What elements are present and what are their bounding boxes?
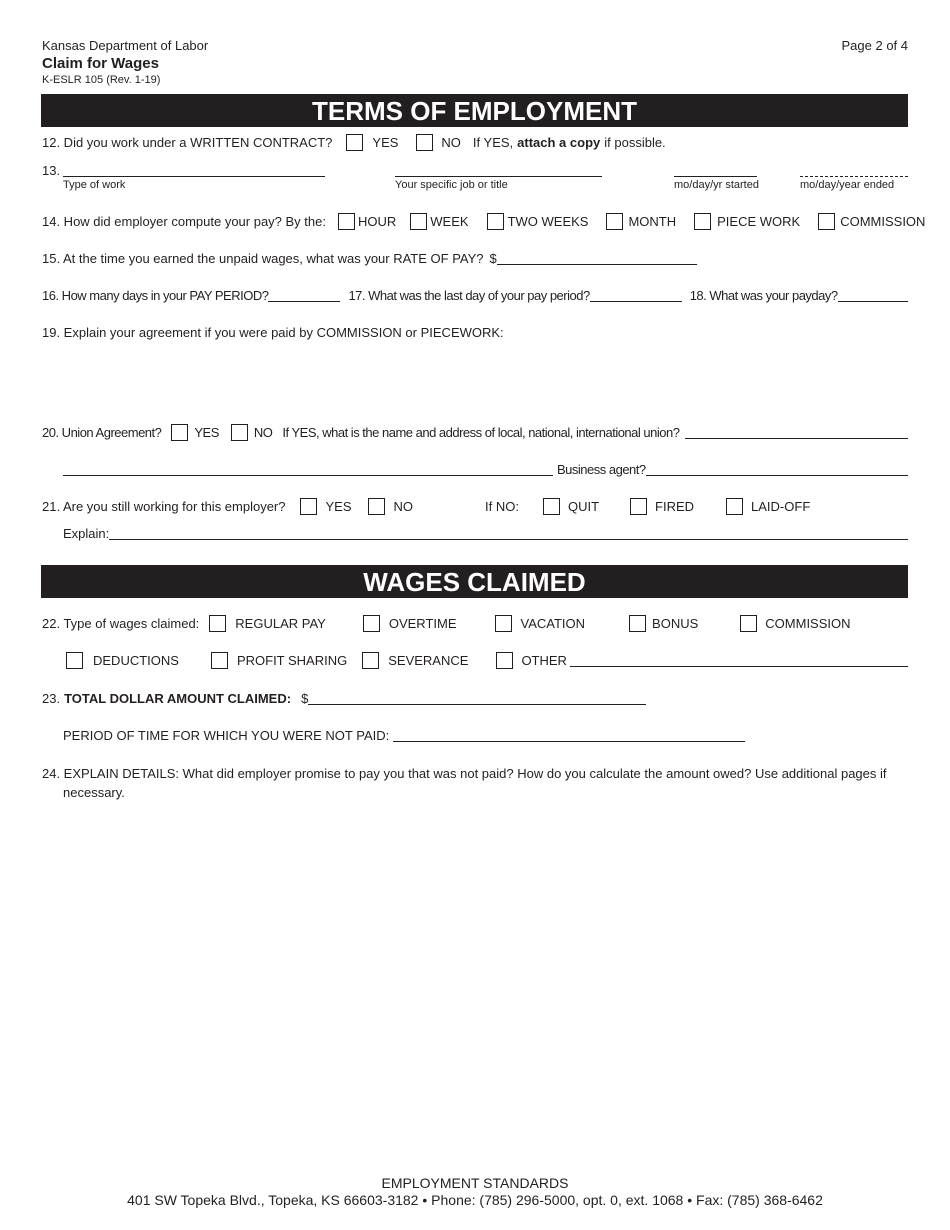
vacation-checkbox[interactable] (495, 615, 512, 632)
overtime-label: OVERTIME (388, 615, 457, 631)
q14-label: 14. How did employer compute your pay? By the: (42, 213, 326, 229)
q14-row (42, 211, 926, 231)
type-of-work-label: Type of work (63, 179, 126, 191)
pay-piece-work-checkbox[interactable] (694, 213, 711, 230)
end-date-label: mo/day/year ended (800, 179, 895, 191)
q21-row (42, 496, 908, 516)
pay-piece-work-label: PIECE WORK (717, 213, 801, 229)
pay-commission-checkbox[interactable] (818, 213, 835, 230)
business-agent-label: Business agent? (557, 461, 646, 477)
rate-of-pay-input[interactable] (497, 251, 697, 265)
q22-row-2 (66, 650, 908, 670)
profit-sharing-label: PROFIT SHARING (236, 652, 348, 668)
still-working-no-checkbox[interactable] (368, 498, 385, 515)
severance-label: SEVERANCE (388, 652, 469, 668)
union-yes-label: YES (194, 424, 219, 440)
union-yes-checkbox[interactable] (171, 424, 188, 441)
regular-pay-checkbox[interactable] (209, 615, 226, 632)
period-row (63, 725, 908, 745)
laid-off-label: LAID-OFF (751, 498, 811, 514)
total-amount-label: TOTAL DOLLAR AMOUNT CLAIMED: (64, 690, 292, 706)
union-address-input[interactable] (63, 462, 553, 476)
job-title-label: Your specific job or title (395, 179, 508, 191)
other-wage-input[interactable] (570, 653, 908, 667)
pay-hour-checkbox[interactable] (338, 213, 355, 230)
q23-row (42, 688, 908, 708)
q12-no-label: NO (441, 134, 461, 150)
pay-week-checkbox[interactable] (410, 213, 427, 230)
q19-row (42, 322, 908, 342)
pay-commission-label: COMMISSION (840, 213, 926, 229)
job-title-input[interactable] (395, 163, 602, 177)
q20-row-2 (63, 459, 908, 479)
q21-label: 21. Are you still working for this employer? (42, 498, 286, 514)
union-followup-label: If YES, what is the name and address of local, national, international union? (282, 424, 680, 440)
q13-number: 13. (42, 163, 61, 178)
pay-month-checkbox[interactable] (606, 213, 623, 230)
q17-label: 17. What was the last day of your pay period? (348, 287, 590, 303)
q12-note-post: if possible. (604, 134, 666, 150)
last-day-pay-period-input[interactable] (590, 288, 682, 302)
pay-period-days-input[interactable] (268, 288, 340, 302)
q15-currency: $ (489, 250, 497, 266)
pay-week-label: WEEK (430, 213, 469, 229)
q16-18-row (42, 285, 908, 305)
other-wage-checkbox[interactable] (496, 652, 513, 669)
end-date-input[interactable] (800, 163, 908, 177)
form-title: Claim for Wages (42, 55, 159, 72)
total-amount-input[interactable] (308, 691, 646, 705)
payday-input[interactable] (838, 288, 908, 302)
business-agent-input[interactable] (646, 462, 908, 476)
deductions-label: DEDUCTIONS (93, 652, 179, 668)
q15-label: 15. At the time you earned the unpaid wages, what was your RATE OF PAY? (42, 250, 484, 266)
commission-wage-checkbox[interactable] (740, 615, 757, 632)
union-no-label: NO (253, 424, 273, 440)
type-of-work-input[interactable] (63, 163, 325, 177)
q18-label: 18. What was your payday? (689, 287, 838, 303)
q12-yes-checkbox[interactable] (346, 134, 363, 151)
start-date-label: mo/day/yr started (674, 179, 759, 191)
regular-pay-label: REGULAR PAY (235, 615, 326, 631)
bonus-label: BONUS (652, 615, 699, 631)
explain-details-area[interactable] (63, 808, 908, 1148)
commission-agreement-area[interactable] (63, 345, 908, 415)
q21-explain-input[interactable] (109, 526, 908, 540)
q21-explain-row (63, 523, 908, 543)
q22-row (42, 613, 908, 633)
q12-no-checkbox[interactable] (416, 134, 433, 151)
footer-division: EMPLOYMENT STANDARDS (381, 1175, 569, 1191)
q12-yes-label: YES (372, 134, 399, 150)
q20-row (42, 422, 908, 442)
q16-label: 16. How many days in your PAY PERIOD? (42, 287, 269, 303)
total-amount-currency: $ (301, 690, 309, 706)
period-input[interactable] (393, 728, 745, 742)
pay-two-weeks-label: TWO WEEKS (507, 213, 589, 229)
union-name-input[interactable] (685, 425, 908, 439)
period-label: PERIOD OF TIME FOR WHICH YOU WERE NOT PAID: (63, 727, 390, 743)
quit-checkbox[interactable] (543, 498, 560, 515)
laid-off-checkbox[interactable] (726, 498, 743, 515)
deductions-checkbox[interactable] (66, 652, 83, 669)
q22-label: 22. Type of wages claimed: (42, 615, 200, 631)
q12-row (42, 132, 908, 152)
q12-note-bold: attach a copy (517, 134, 601, 150)
if-no-label: If NO: (485, 498, 519, 514)
union-no-checkbox[interactable] (231, 424, 248, 441)
vacation-label: VACATION (520, 615, 586, 631)
pay-month-label: MONTH (628, 213, 677, 229)
q24-line-1: 24. EXPLAIN DETAILS: What did employer promise to pay you that was not paid? How do you calculate the amount owed? Use additional pages if (42, 766, 887, 781)
q23-number: 23. (42, 690, 61, 706)
still-working-no-label: NO (393, 498, 414, 514)
quit-label: QUIT (567, 498, 600, 514)
pay-two-weeks-checkbox[interactable] (487, 213, 504, 230)
q19-label: 19. Explain your agreement if you were paid by COMMISSION or PIECEWORK: (42, 324, 504, 340)
still-working-yes-checkbox[interactable] (300, 498, 317, 515)
agency-name: Kansas Department of Labor (42, 38, 209, 53)
q20-label: 20. Union Agreement? (42, 424, 162, 440)
footer-address: 401 SW Topeka Blvd., Topeka, KS 66603-3182 • Phone: (785) 296-5000, opt. 0, ext. 1068 • Fax: (785) 368-6462 (127, 1192, 823, 1208)
q21-explain-label: Explain: (63, 525, 110, 541)
terms-banner: TERMS OF EMPLOYMENT (41, 94, 908, 127)
fired-label: FIRED (655, 498, 695, 514)
form-number: K-ESLR 105 (Rev. 1-19) (42, 74, 161, 86)
profit-sharing-checkbox[interactable] (211, 652, 228, 669)
bonus-checkbox[interactable] (629, 615, 646, 632)
start-date-input[interactable] (674, 163, 757, 177)
commission-wage-label: COMMISSION (765, 615, 851, 631)
other-wage-label: OTHER (521, 652, 567, 668)
q15-row (42, 248, 908, 268)
q12-note-pre: If YES, (472, 134, 514, 150)
pay-hour-label: HOUR (357, 213, 397, 229)
severance-checkbox[interactable] (362, 652, 379, 669)
page-number: Page 2 of 4 (841, 38, 908, 53)
wages-banner: WAGES CLAIMED (41, 565, 908, 598)
fired-checkbox[interactable] (630, 498, 647, 515)
q24-line-2: necessary. (63, 785, 125, 800)
overtime-checkbox[interactable] (363, 615, 380, 632)
still-working-yes-label: YES (325, 498, 352, 514)
q12-label: 12. Did you work under a WRITTEN CONTRACT? (42, 134, 333, 150)
